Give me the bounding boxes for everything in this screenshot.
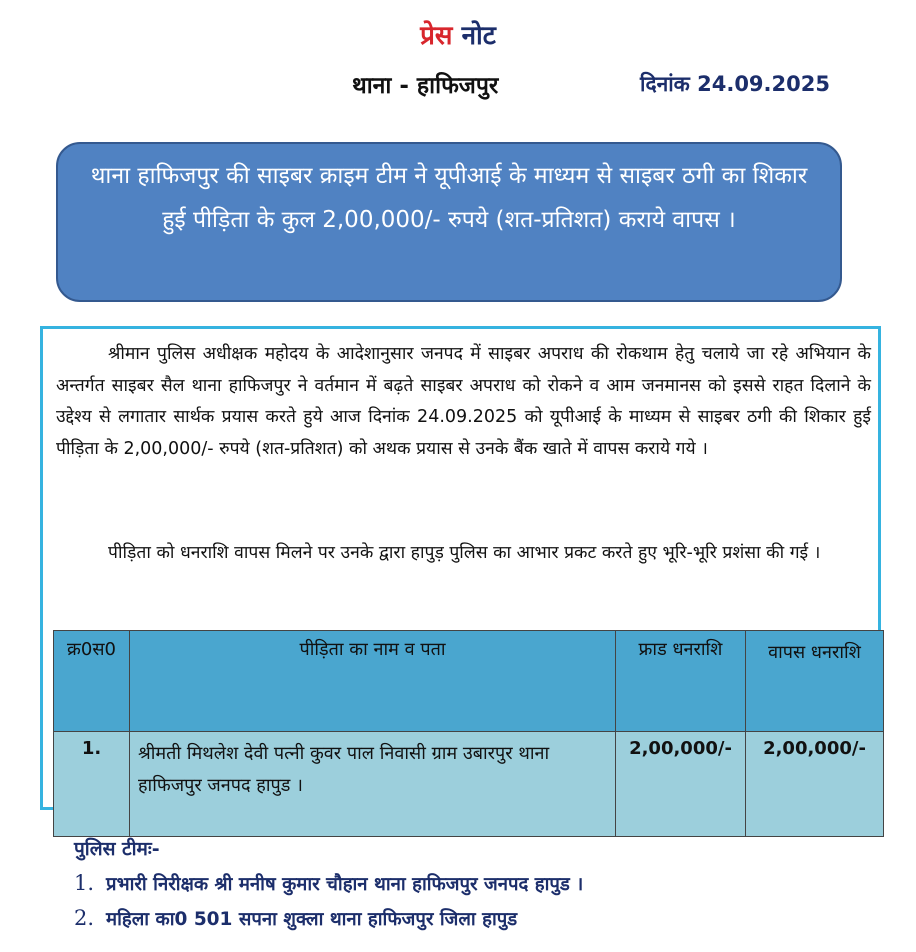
title-note: नोट (461, 21, 496, 51)
title-press: प्रेस (420, 21, 453, 51)
row-name-address: श्रीमती मिथलेश देवी पत्नी कुवर पाल निवासी ग्राम उबारपुर थाना हाफिजपुर जनपद हापुड । (130, 732, 616, 837)
team-member-2-number: 2. (74, 906, 95, 930)
table-row (54, 732, 884, 837)
row-fraud-amount: 2,00,000/- (616, 732, 746, 837)
header-returned-amount: वापस धनराशि (746, 631, 884, 732)
body-paragraph-1 (56, 339, 871, 465)
press-date: दिनांक 24.09.2025 (640, 72, 830, 96)
page-title (0, 16, 916, 52)
headline-text: थाना हाफिजपुर की साइबर क्राइम टीम ने यूपीआई के माध्यम से साइबर ठगी का शिकार हुई पीड़िता के कुल 2,00,000/- रुपये (शत-प्रतिशत) कराये वापस । (90, 163, 808, 233)
header-fraud-amount: फ्राड धनराशि (616, 631, 746, 732)
police-team-title: पुलिस टीमः- (74, 838, 160, 860)
table-header-row (54, 631, 884, 732)
row-serial: 1. (54, 732, 130, 837)
team-member-2 (74, 906, 517, 931)
team-member-1-number: 1. (74, 871, 95, 895)
header-name-address: पीड़िता का नाम व पता (130, 631, 616, 732)
victim-table (53, 630, 884, 837)
body-paragraph-2 (56, 538, 871, 570)
team-member-1 (74, 871, 583, 896)
paragraph-2-text: पीड़िता को धनराशि वापस मिलने पर उनके द्वारा हापुड़ पुलिस का आभार प्रकट करते हुए भूरि-भूरि प्रशंसा की गई । (108, 543, 821, 563)
row-returned-amount: 2,00,000/- (746, 732, 884, 837)
team-member-1-text: प्रभारी निरीक्षक श्री मनीष कुमार चौहान थाना हाफिजपुर जनपद हापुड । (106, 874, 584, 895)
police-station-name: थाना - हाफिजपुर (352, 73, 499, 99)
team-member-2-text: महिला का0 501 सपना शुक्ला थाना हाफिजपुर जिला हापुड (106, 909, 518, 930)
header-serial: क्र0स0 (54, 631, 130, 732)
paragraph-1-text: श्रीमान पुलिस अधीक्षक महोदय के आदेशानुसार जनपद में साइबर अपराध की रोकथाम हेतु चलाये जा रहे अभियान के अन्तर्गत साइबर सैल थाना हाफिजपुर ने वर्तमान में बढ़ते साइबर अपराध को रोकने व आम जनमानस को इससे राहत दिलाने के उद्देश्य से लगातार सार्थक प्रयास करते हुये आज दिनांक 24.09.2025 को यूपीआई के माध्यम से साइबर ठगी की शिकार हुई पीड़िता के 2,00,000/- रुपये (शत-प्रतिशत) को अथक प्रयास से उनके बैंक खाते में वापस कराये गये । (56, 344, 871, 459)
headline-banner (56, 142, 842, 302)
